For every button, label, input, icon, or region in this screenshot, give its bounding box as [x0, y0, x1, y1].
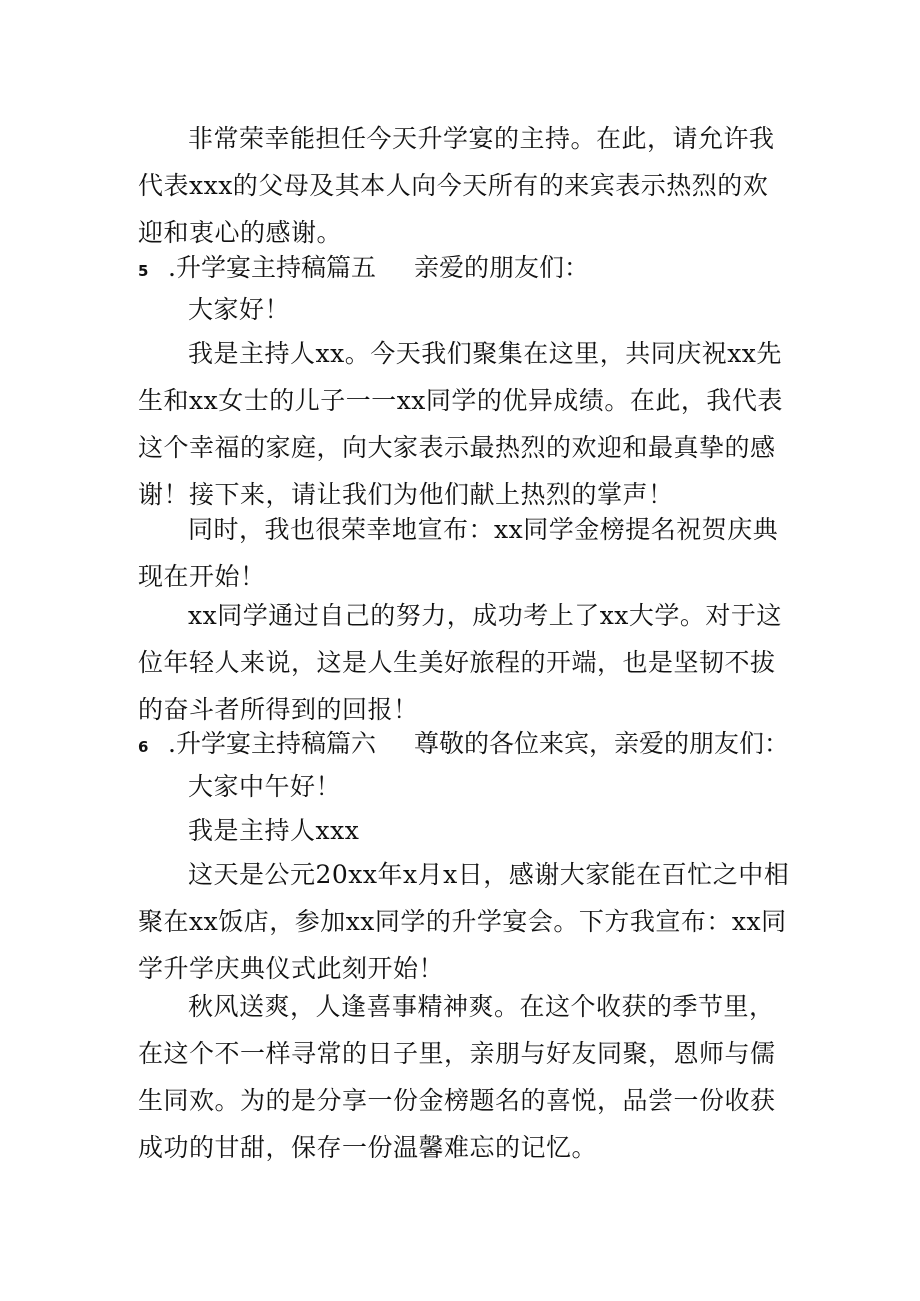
paragraph-date-venue: 这天是公元20xx年x月x日，感谢大家能在百忙之中相聚在xx饭店，参加xx同学的升学宴会。下方我宣布：xx同学升学庆典仪式此刻开始！ [138, 860, 790, 983]
paragraph-host-name: 我是主持人xxx [188, 816, 360, 845]
section-greeting: 尊敬的各位来宾，亲爱的朋友们： [414, 729, 790, 758]
paragraph-noon-greeting: 大家中午好！ [188, 772, 342, 801]
paragraph-achievement: xx同学通过自己的努力，成功考上了xx大学。对于这位年轻人来说，这是人生美好旅程的开端，也是坚韧不拔的奋斗者所得到的回报！ [138, 601, 782, 724]
paragraph-host-intro: 我是主持人xx。今天我们聚集在这里，共同庆祝xx先生和xx女士的儿子一一xx同学的优异成绩。在此，我代表这个幸福的家庭，向大家表示最热烈的欢迎和最真挚的感谢！接下来，请让我们为他们献上热烈的掌声！ [138, 339, 783, 509]
section-title: .升学宴主持稿篇六 [168, 729, 376, 758]
section-title: .升学宴主持稿篇五 [168, 253, 376, 282]
paragraph-thanks: 非常荣幸能担任今天升学宴的主持。在此，请允许我代表xxx的父母及其本人向今天所有的来宾表示热烈的欢迎和衷心的感谢。 [138, 124, 775, 247]
section-greeting: 亲爱的朋友们： [414, 253, 590, 282]
paragraph-announcement: 同时，我也很荣幸地宣布：xx同学金榜提名祝贺庆典现在开始！ [138, 515, 779, 591]
paragraph-autumn: 秋风送爽，人逢喜事精神爽。在这个收获的季节里，在这个不一样寻常的日子里，亲朋与好友同聚，恩师与儒生同欢。为的是分享一份金榜题名的喜悦，品尝一份收获成功的甘甜，保存一份温馨难忘的记忆。 [138, 992, 776, 1162]
section-number: 5 [138, 262, 149, 280]
paragraph-greeting: 大家好！ [188, 295, 291, 324]
section-number: 6 [138, 738, 149, 756]
